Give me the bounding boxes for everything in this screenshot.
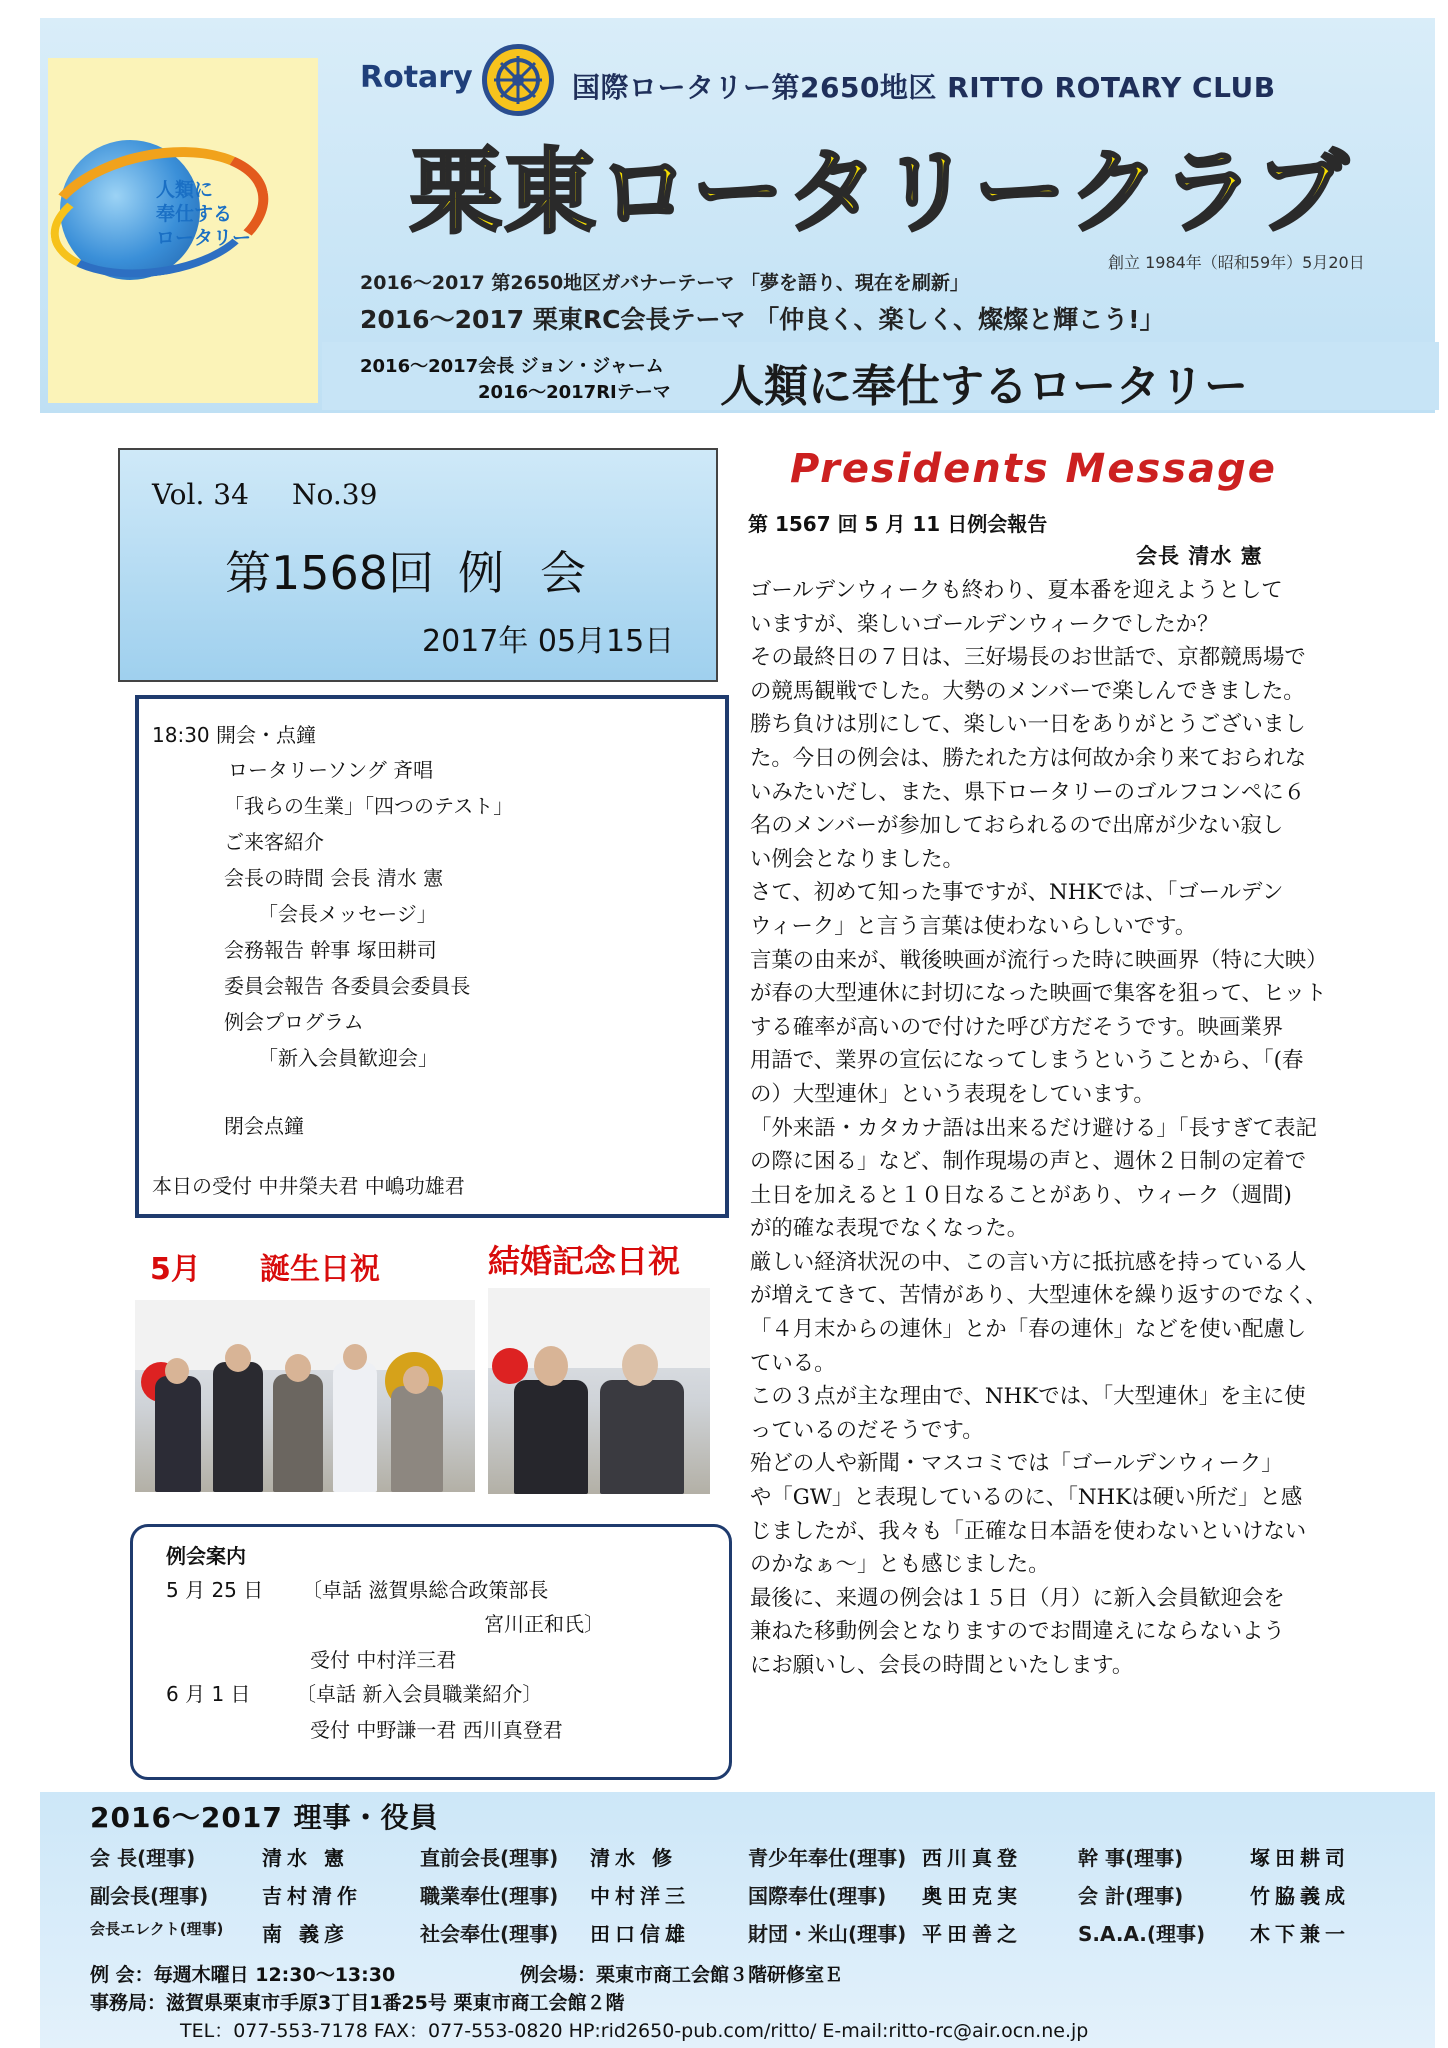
guide-reception-1: 受付 中村洋三君	[310, 1648, 457, 1672]
meeting-schedule: 例 会：毎週木曜日 12:30～13:30	[90, 1964, 396, 1986]
rotary-wheel-icon	[482, 44, 554, 116]
officer-role: 直前会長(理事)	[420, 1846, 559, 1870]
guide-speaker-1: 宮川正和氏〕	[484, 1612, 604, 1636]
officer-name: 清水 修	[590, 1846, 677, 1870]
officers-title: 2016～2017 理事・役員	[90, 1801, 439, 1834]
presidents-message-title: Presidents Message	[790, 446, 1277, 492]
officer-role: 幹 事(理事)	[1078, 1846, 1184, 1870]
officer-role: 青少年奉仕(理事)	[748, 1846, 907, 1870]
founded-date: 創立 1984年（昭和59年）5月20日	[1108, 253, 1365, 272]
governor-theme: 2016～2017 第2650地区ガバナーテーマ 「夢を語り、現在を刷新」	[360, 272, 969, 294]
wedding-heading: 結婚記念日祝	[488, 1242, 681, 1280]
program-item: 「会長メッセージ」	[258, 902, 437, 926]
officer-role: 会 計(理事)	[1078, 1884, 1184, 1908]
officer-role: 会 長(理事)	[90, 1846, 196, 1870]
officer-role: S.A.A.(理事)	[1078, 1922, 1206, 1946]
program-item: 会長の時間 会長 清水 憲	[224, 866, 444, 890]
club-title: 栗東ロータリークラブ	[410, 139, 1351, 246]
guide-title: 例会案内	[166, 1544, 246, 1568]
officer-name: 南 義彦	[262, 1922, 349, 1946]
officer-role: 財団・米山(理事)	[748, 1922, 907, 1946]
issue-number: No.39	[292, 478, 378, 511]
wedding-photo	[488, 1288, 710, 1494]
officer-name: 西川真登	[922, 1846, 1022, 1870]
meeting-report-heading: 第 1567 回 5 月 11 日例会報告	[748, 512, 1048, 536]
president-theme: 2016～2017 栗東RC会長テーマ 「仲良く、楽しく、燦燦と輝こう!」	[360, 305, 1165, 334]
program-item: ご来客紹介	[224, 830, 324, 854]
program-item: 18:30 開会・点鐘	[152, 723, 316, 747]
program-item: 例会プログラム	[224, 1010, 364, 1034]
meeting-word: 例会	[458, 546, 622, 600]
guide-topic-1: 〔卓話 滋賀県総合政策部長	[302, 1578, 549, 1602]
officer-role: 副会長(理事)	[90, 1884, 209, 1908]
guide-reception-2: 受付 中野謙一君 西川真登君	[310, 1718, 563, 1742]
logo-caption: 人類に 奉仕する ロータリー	[156, 179, 252, 249]
officer-name: 木下兼一	[1250, 1922, 1350, 1946]
program-item: 会務報告 幹事 塚田耕司	[224, 938, 437, 962]
guide-topic-2: 〔卓話 新入会員職業紹介〕	[296, 1682, 543, 1706]
ri-theme: 人類に奉仕するロータリー	[720, 361, 1248, 412]
officer-name: 塚田耕司	[1250, 1846, 1350, 1870]
officer-name: 田口信雄	[590, 1922, 690, 1946]
officer-name: 竹脇義成	[1250, 1884, 1350, 1908]
program-item: 委員会報告 各委員会委員長	[224, 974, 471, 998]
rotary-wordmark: Rotary	[360, 60, 473, 95]
officer-name: 吉村清作	[262, 1884, 362, 1908]
officer-name: 平田善之	[922, 1922, 1022, 1946]
contact-info: TEL：077-553-7178 FAX：077-553-0820 HP:rid2650-pub.com/ritto/ E-mail:ritto-rc@air.ocn.ne.jp	[180, 2020, 1089, 2042]
district-name: 国際ロータリー第2650地区 RITTO ROTARY CLUB	[572, 71, 1276, 104]
officer-role: 国際奉仕(理事)	[748, 1884, 887, 1908]
officer-role: 社会奉仕(理事)	[420, 1922, 559, 1946]
meeting-venue: 例会場：栗東市商工会館３階研修室Ｅ	[520, 1964, 844, 1986]
birthday-heading: 誕生日祝	[260, 1252, 380, 1287]
officer-name: 清水 憲	[262, 1846, 349, 1870]
volume-number: Vol. 34	[152, 478, 249, 511]
program-item: ロータリーソング 斉唱	[228, 758, 434, 782]
birthday-photo	[135, 1300, 475, 1492]
officer-role: 職業奉仕(理事)	[420, 1884, 559, 1908]
birthday-month: 5月	[150, 1252, 201, 1287]
officer-name: 中村洋三	[590, 1884, 690, 1908]
reception-today: 本日の受付 中井榮夫君 中嶋功雄君	[152, 1174, 465, 1198]
ri-president: 2016～2017会長 ジョン・ジャーム	[360, 356, 664, 377]
presidents-message-body: ゴールデンウィークも終わり、夏本番を迎えようとして いますが、楽しいゴールデンウィークでしたか？ その最終日の７日は、三好場長のお世話で、京都競馬場で の競馬観戦でした。大勢のメンバーで楽しんできました。 勝ち負けは別にして、楽しい一日をありがとうございまし た。今日の例会は、勝たれた方は何故か余り来ておられな いみたいだし、また、県下ロータリーのゴルフコンペに６ 名のメンバーが参加しておられるので出席が少ない寂し い例会となりました。 さて、初めて知った事ですが、NHKでは、「ゴールデン ウィーク」と言う言葉は使わないらしいです。 言葉の由来が、戦後映画が流行った時に映画界（特に大映） が春の大型連休に封切になった映画で集客を狙って、ヒット する確率が高いので付けた呼び方だそうです。映画業界 用語で、業界の宣伝になってしまうということから、「(春 の）大型連休」という表現をしています。 「外来語・カタカナ語は出来るだけ避ける」「長すぎて表記 の際に困る」など、制作現場の声と、週休２日制の定着で 土日を加えると１０日なることがあり、ウィーク（週間) が的確な表現でなくなった。 厳しい経済状況の中、この言い方に抵抗感を持っている人 が増えてきて、苦情があり、大型連休を繰り返すのでなく、 「４月末からの連休」とか「春の連休」などを使い配慮し ている。 この３点が主な理由で、NHKでは、「大型連休」を主に使 っているのだそうです。 殆どの人や新聞・マスコミでは「ゴールデンウィーク」 や「GW」と表現しているのに、「NHKは硬い所だ」と感 じましたが、我々も「正確な日本語を使わないといけない のかなぁ～」とも感じました。 最後に、来週の例会は１５日（月）に新入会員歓迎会を 兼ねた移動例会となりますのでお間違えにならないよう にお願いし、会長の時間といたします。	[750, 578, 1328, 1678]
president-signature: 会長 清水 憲	[1136, 544, 1263, 568]
program-item: 閉会点鐘	[224, 1114, 304, 1138]
meeting-date: 2017年 05月15日	[422, 624, 675, 659]
officer-role: 会長エレクト(理事)	[90, 1920, 224, 1938]
program-item: 「我らの生業」「四つのテスト」	[224, 794, 514, 818]
office-address: 事務局：滋賀県栗東市手原3丁目1番25号 栗東市商工会館２階	[90, 1992, 625, 2014]
meeting-number: 第1568回	[225, 546, 435, 600]
ri-theme-label: 2016～2017RIテーマ	[478, 382, 671, 403]
guide-date-1: 5 月 25 日	[166, 1578, 264, 1602]
officer-name: 奥田克実	[922, 1884, 1022, 1908]
guide-date-2: 6 月 1 日	[166, 1682, 251, 1706]
program-item: 「新入会員歓迎会」	[258, 1046, 438, 1070]
